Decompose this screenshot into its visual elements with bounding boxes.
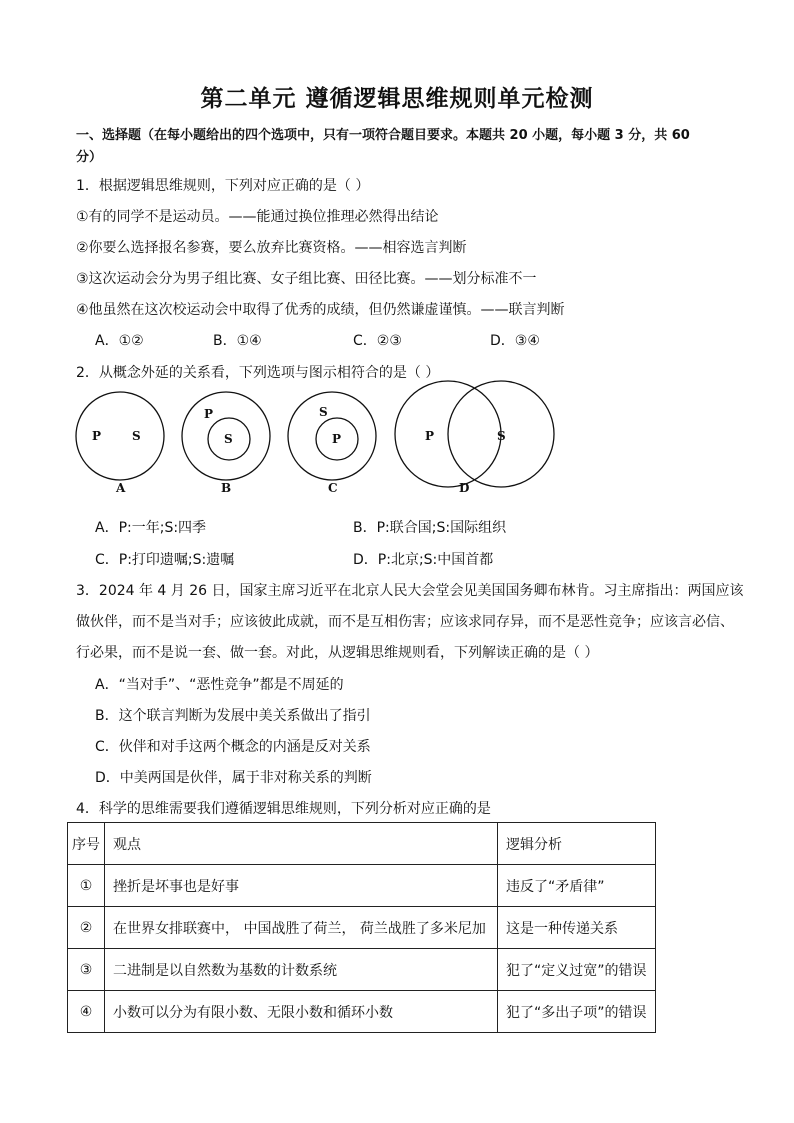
question-3-option-a[interactable]: A．“当对手”、“恶性竞争”都是不周延的 (95, 677, 344, 693)
section-heading: 一、选择题（在每小题给出的四个选项中，只有一项符合题目要求。本题共 20 小题，每小题 3 分，共 60 (76, 128, 690, 143)
table-row (68, 865, 656, 907)
diagram-a-p: P (92, 429, 102, 443)
question-3-stem-line-2: 做伙伴，而不是当对手；应该彼此成就，而不是互相伤害；应该求同存异，而不是恶性竞争；应该言必信、 (76, 614, 734, 630)
question-2-option-d[interactable]: D．P:北京;S:中国首都 (353, 552, 494, 568)
table-cell: 违反了“矛盾律” (498, 865, 656, 907)
question-4-stem: 4．科学的思维需要我们遵循逻辑思维规则，下列分析对应正确的是 (76, 801, 491, 817)
question-1-item-4: ④他虽然在这次校运动会中取得了优秀的成绩，但仍然谦虚谨慎。——联言判断 (76, 302, 565, 318)
question-3-stem-line-3: 行必果，而不是说一套、做一套。对此，从逻辑思维规则看，下列解读正确的是（ ） (76, 645, 599, 661)
question-1-item-1: ①有的同学不是运动员。——能通过换位推理必然得出结论 (76, 209, 439, 225)
diagram-d-left: P (425, 429, 435, 443)
diagram-c-outer: S (319, 405, 328, 419)
page-title: 第二单元 遵循逻辑思维规则单元检测 (200, 86, 594, 112)
question-3-stem-line-1: 3．2024 年 4 月 26 日，国家主席习近平在北京人民大会堂会见美国国务卿布林肯。习主席指出：两国应该 (76, 583, 744, 599)
table-cell: 小数可以分为有限小数、无限小数和循环小数 (105, 991, 498, 1033)
table-header-row (68, 823, 656, 865)
table-cell: 挫折是坏事也是好事 (105, 865, 498, 907)
diagram-a-circle (76, 392, 164, 480)
question-3-option-d[interactable]: D．中美两国是伙伴，属于非对称关系的判断 (95, 770, 372, 786)
question-2-option-a[interactable]: A．P:一年;S:四季 (95, 520, 207, 536)
table-header-cell: 逻辑分析 (498, 823, 656, 865)
question-1-item-2: ②你要么选择报名参赛，要么放弃比赛资格。——相容选言判断 (76, 240, 467, 256)
table-cell: ④ (68, 991, 105, 1033)
question-1-option-c[interactable]: C．②③ (353, 333, 402, 349)
diagram-c-label: C (328, 481, 338, 495)
diagram-a-s: S (132, 429, 141, 443)
diagram-b-inner: S (224, 432, 233, 446)
diagram-a-label: A (116, 481, 126, 495)
question-4-table (67, 822, 656, 1033)
diagram-d-label: D (459, 481, 470, 495)
table-header-cell: 观点 (105, 823, 498, 865)
question-1-item-3: ③这次运动会分为男子组比赛、女子组比赛、田径比赛。——划分标准不一 (76, 271, 537, 287)
diagram-d-right: S (497, 429, 506, 443)
table-row (68, 907, 656, 949)
diagram-c-inner: P (332, 432, 342, 446)
question-1-stem: 1．根据逻辑思维规则，下列对应正确的是（ ） (76, 178, 370, 194)
table-cell: ① (68, 865, 105, 907)
table-cell: 二进制是以自然数为基数的计数系统 (105, 949, 498, 991)
table-header-cell: 序号 (68, 823, 105, 865)
table-cell: 在世界女排联赛中， 中国战胜了荷兰， 荷兰战胜了多米尼加 (105, 907, 498, 949)
table-row (68, 949, 656, 991)
question-2-option-c[interactable]: C．P:打印遗嘱;S:遗嘱 (95, 552, 235, 568)
question-1-option-a[interactable]: A．①② (95, 333, 144, 349)
table-cell: 犯了“多出子项”的错误 (498, 991, 656, 1033)
question-1-option-b[interactable]: B．①④ (213, 333, 262, 349)
table-cell: 这是一种传递关系 (498, 907, 656, 949)
table-cell: ③ (68, 949, 105, 991)
question-1-option-d[interactable]: D．③④ (490, 333, 540, 349)
question-3-option-b[interactable]: B．这个联言判断为发展中美关系做出了指引 (95, 708, 371, 724)
diagram-b-label: B (221, 481, 232, 495)
question-3-option-c[interactable]: C．伙伴和对手这两个概念的内涵是反对关系 (95, 739, 371, 755)
concept-extension-diagram (0, 0, 794, 500)
table-cell: 犯了“定义过宽”的错误 (498, 949, 656, 991)
diagram-b-outer: P (204, 407, 214, 421)
question-2-stem: 2．从概念外延的关系看，下列选项与图示相符合的是（ ） (76, 365, 440, 381)
table-cell: ② (68, 907, 105, 949)
section-heading-cont: 分） (76, 150, 103, 165)
question-2-option-b[interactable]: B．P:联合国;S:国际组织 (353, 520, 507, 536)
table-row (68, 991, 656, 1033)
